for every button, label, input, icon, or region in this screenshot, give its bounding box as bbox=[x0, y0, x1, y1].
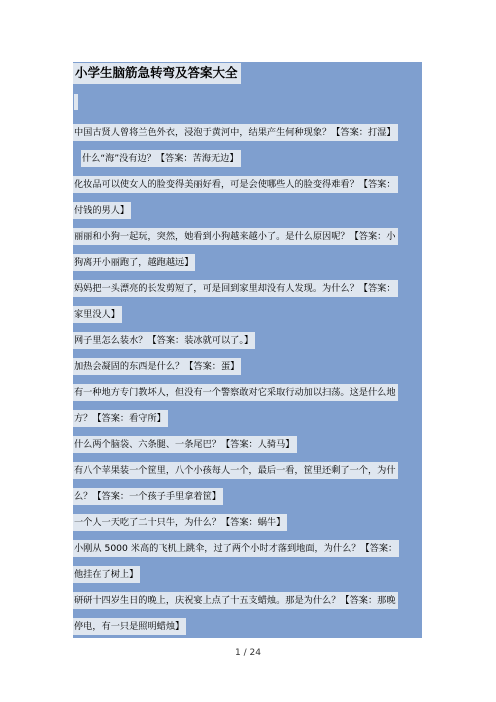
text-line bbox=[73, 432, 422, 458]
text-line-content: 丽丽和小狗一起玩，突然，她看到小狗越来越小了。是什么原因呢？【答案：小 bbox=[73, 228, 398, 245]
text-line bbox=[73, 276, 422, 302]
text-line-content: 有八个苹果装一个筐里，八个小孩每人一个，最后一看，筐里还剩了一个，为什 bbox=[73, 462, 398, 479]
document-body bbox=[73, 120, 422, 638]
text-line bbox=[73, 172, 422, 198]
text-line-content: 什么“海”没有边？【答案：苦海无边】 bbox=[81, 150, 241, 167]
text-line-content: 有一种地方专门教坏人，但没有一个警察敢对它采取行动加以扫荡。这是什么地 bbox=[73, 384, 398, 401]
text-line bbox=[73, 146, 422, 172]
text-line-content: 化妆品可以使女人的脸变得美丽好看，可是会使哪些人的脸变得难看？【答案： bbox=[73, 176, 398, 193]
text-line-content: 家里没人】 bbox=[73, 306, 122, 323]
text-line-content: 加热会凝固的东西是什么？【答案：蛋】 bbox=[73, 358, 241, 375]
text-line bbox=[73, 484, 422, 510]
text-line-content: 狗离开小丽跑了，越跑越远】 bbox=[73, 254, 195, 271]
text-line-content: 中国古贤人曾将兰色外衣，浸泡于黄河中，结果产生何种现象？【答案：打湿】 bbox=[73, 124, 398, 141]
text-line bbox=[73, 224, 422, 250]
text-line-content: 他挂在了树上】 bbox=[73, 566, 140, 583]
page-number: 1 / 24 bbox=[235, 648, 261, 658]
document-title: 小学生脑筋急转弯及答案大全 bbox=[73, 63, 241, 84]
text-line bbox=[73, 302, 422, 328]
text-line-content: 小刚从 5000 米高的飞机上跳伞，过了两个小时才落到地面，为什么？【答案： bbox=[73, 540, 399, 557]
text-line-content: 妈妈把一头漂亮的长发剪短了，可是回到家里却没有人发现。为什么？【答案： bbox=[73, 280, 398, 297]
text-line bbox=[73, 250, 422, 276]
text-line-content: 什么两个脑袋、六条腿、一条尾巴？【答案：人骑马】 bbox=[73, 436, 297, 453]
text-line-content: 付钱的男人】 bbox=[73, 202, 131, 219]
text-line bbox=[73, 198, 422, 224]
text-line bbox=[73, 120, 422, 146]
text-line bbox=[73, 328, 422, 354]
text-line-content: 网子里怎么装水？【答案：装冰就可以了。】 bbox=[73, 332, 255, 349]
text-line-content: 停电，有一只是照明蜡烛】 bbox=[73, 618, 186, 635]
document-page bbox=[73, 62, 422, 638]
text-line bbox=[73, 614, 422, 638]
text-cursor-marker bbox=[74, 94, 78, 110]
text-line bbox=[73, 406, 422, 432]
title-row bbox=[73, 62, 241, 84]
text-line bbox=[73, 354, 422, 380]
text-line bbox=[73, 458, 422, 484]
text-line-content: 一个人一天吃了二十只牛，为什么？【答案：蜗牛】 bbox=[73, 514, 287, 531]
text-line-content: 方？【答案：看守所】 bbox=[73, 410, 168, 427]
text-line-content: 么？【答案：一个孩子手里拿着筐】 bbox=[73, 488, 223, 505]
text-line bbox=[73, 588, 422, 614]
text-line bbox=[73, 510, 422, 536]
text-line bbox=[73, 380, 422, 406]
text-line bbox=[73, 562, 422, 588]
text-line-content: 研研十四岁生日的晚上，庆祝宴上点了十五支蜡烛。那是为什么？【答案：那晚 bbox=[73, 592, 398, 609]
text-line bbox=[73, 536, 422, 562]
